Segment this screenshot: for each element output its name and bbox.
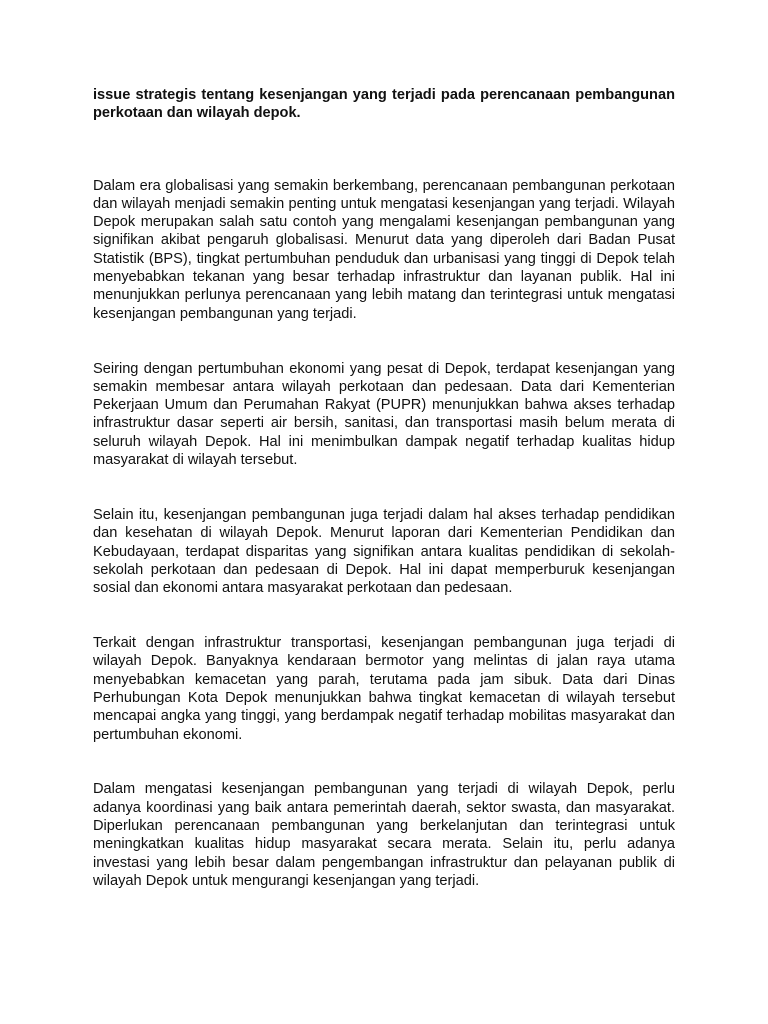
paragraph-4: Terkait dengan infrastruktur transportasi, kesenjangan pembangunan juga terjadi di wilayah Depok. Banyaknya kendaraan bermotor yang melintas di jalan raya utama menyebabkan kemacetan yang parah, terutama pada jam sibuk. Data dari Dinas Perhubungan Kota Depok menunjukkan bahwa tingkat kemacetan di wilayah tersebut mencapai angka yang tinggi, yang berdampak negatif terhadap mobilitas masyarakat dan pertumbuhan ekonomi. xyxy=(93,635,675,743)
paragraph-1: Dalam era globalisasi yang semakin berkembang, perencanaan pembangunan perkotaan dan wilayah menjadi semakin penting untuk mengatasi kesenjangan yang terjadi. Wilayah Depok merupakan salah satu contoh yang mengalami kesenjangan pembangunan yang signifikan akibat pengaruh globalisasi. Menurut data yang diperoleh dari Badan Pusat Statistik (BPS), tingkat pertumbuhan penduduk dan urbanisasi yang tinggi di Depok telah menyebabkan tekanan yang besar terhadap infrastruktur dan layanan publik. Hal ini menunjukkan perlunya perencanaan yang lebih matang dan terintegrasi untuk mengatasi kesenjangan pembangunan yang terjadi. xyxy=(93,177,675,322)
paragraph-2: Seiring dengan pertumbuhan ekonomi yang pesat di Depok, terdapat kesenjangan yang semakin membesar antara wilayah perkotaan dan pedesaan. Data dari Kementerian Pekerjaan Umum dan Perumahan Rakyat (PUPR) menunjukkan bahwa akses terhadap infrastruktur dasar seperti air bersih, sanitasi, dan transportasi masih belum merata di seluruh wilayah Depok. Hal ini menimbulkan dampak negatif terhadap kualitas hidup masyarakat di wilayah tersebut. xyxy=(93,360,675,469)
document-title: issue strategis tentang kesenjangan yang terjadi pada perencanaan pembangunan perkotaan dan wilayah depok. xyxy=(93,87,675,122)
document-page xyxy=(93,86,675,890)
paragraph-3: Selain itu, kesenjangan pembangunan juga terjadi dalam hal akses terhadap pendidikan dan kesehatan di wilayah Depok. Menurut laporan dari Kementerian Pendidikan dan Kebudayaan, terdapat disparitas yang signifikan antara kualitas pendidikan di sekolah-sekolah perkotaan dan pedesaan di Depok. Hal ini dapat memperburuk kesenjangan sosial dan ekonomi antara masyarakat perkotaan dan pedesaan. xyxy=(93,506,675,597)
paragraph-5: Dalam mengatasi kesenjangan pembangunan yang terjadi di wilayah Depok, perlu adanya koordinasi yang baik antara pemerintah daerah, sektor swasta, dan masyarakat. Diperlukan perencanaan pembangunan yang berkelanjutan dan terintegrasi untuk meningkatkan kualitas hidup masyarakat secara merata. Selain itu, perlu adanya investasi yang lebih besar dalam pengembangan infrastruktur dan pelayanan publik di wilayah Depok untuk mengurangi kesenjangan yang terjadi. xyxy=(93,781,675,889)
